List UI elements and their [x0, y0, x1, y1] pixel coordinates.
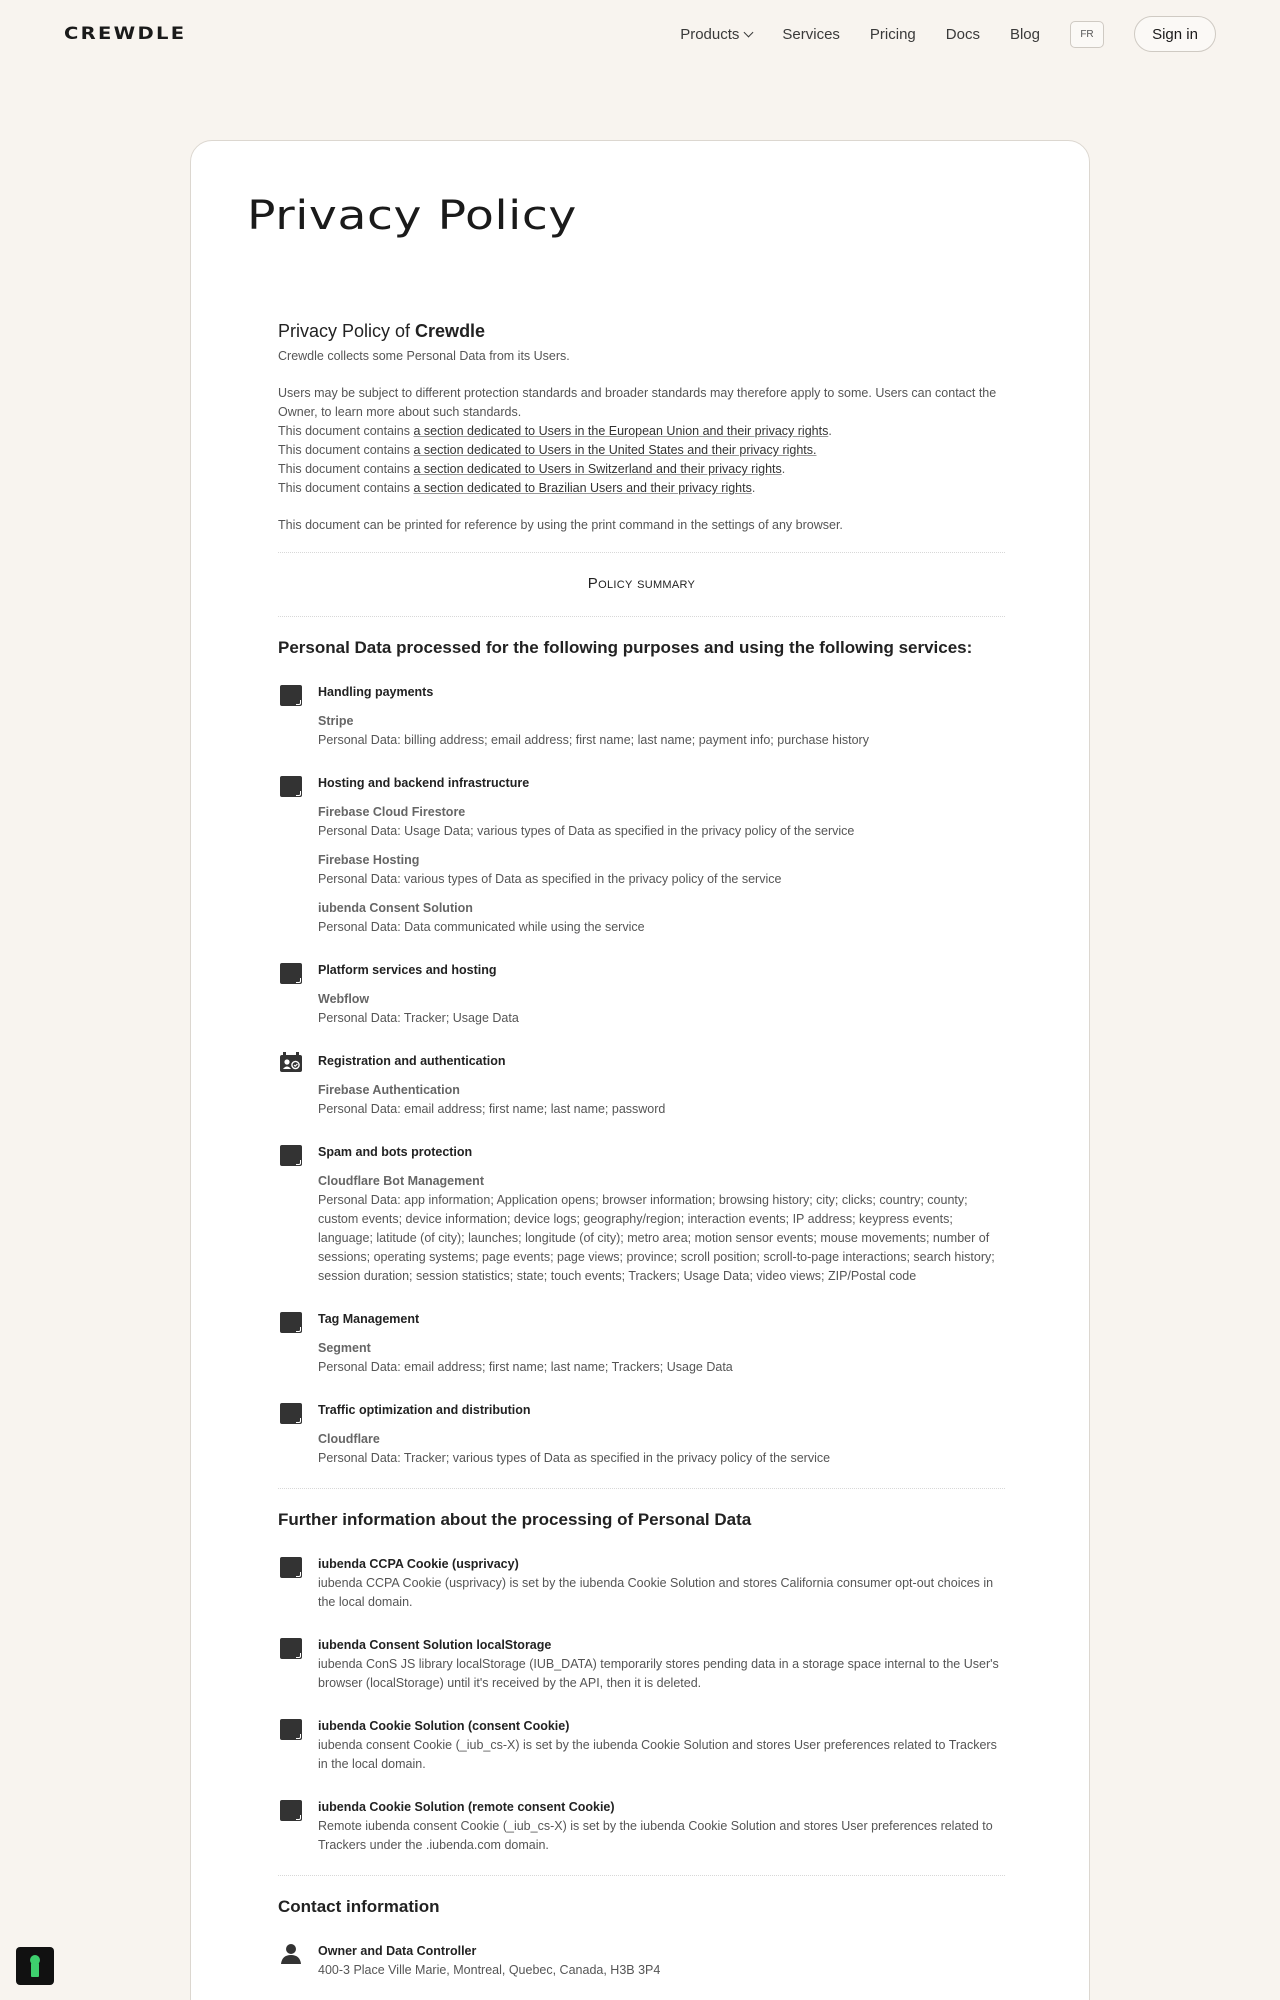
- cookie-icon: [280, 1557, 302, 1578]
- purpose-platform-hosting: [278, 961, 1005, 1028]
- further-consent-localstorage: [278, 1636, 1005, 1693]
- policy-of-heading: [278, 319, 1005, 343]
- link-suffix: .: [751, 481, 756, 495]
- contact-owner: [278, 1942, 1005, 1980]
- further-text: iubenda CCPA Cookie (usprivacy) is set by the iubenda Cookie Solution and stores California consumer opt-out choices in the local domain.: [318, 1576, 994, 1609]
- privacy-preferences-button[interactable]: [16, 1947, 54, 1985]
- nav-link-docs[interactable]: Docs: [945, 25, 980, 43]
- us-section-link[interactable]: a section dedicated to Users in the United States and their privacy rights.: [413, 443, 817, 457]
- purpose-handling-payments: [278, 683, 1005, 750]
- brazil-section-link[interactable]: a section dedicated to Brazilian Users and their privacy rights: [413, 481, 752, 495]
- nav-link-pricing[interactable]: Pricing: [869, 25, 916, 43]
- policy-card: [190, 140, 1090, 2000]
- crewdle-logo[interactable]: CREWDLE: [64, 24, 187, 44]
- person-icon: [280, 1942, 302, 1964]
- service-data: Personal Data: Tracker; Usage Data: [318, 1011, 519, 1025]
- nav-link-products[interactable]: [680, 26, 752, 43]
- service-data: Personal Data: Tracker; various types of Data as specified in the privacy policy of the service: [318, 1451, 831, 1465]
- service-data: Personal Data: various types of Data as specified in the privacy policy of the service: [318, 872, 782, 886]
- sign-in-button[interactable]: Sign in: [1134, 16, 1216, 52]
- server-icon: [280, 776, 302, 797]
- contact-heading: Contact information: [278, 1897, 440, 1916]
- contains-prefix: This document contains: [278, 424, 414, 438]
- contains-prefix: This document contains: [278, 462, 414, 476]
- collects-text: Crewdle collects some Personal Data from its Users.: [278, 349, 570, 363]
- policy-content: [278, 319, 1005, 1980]
- purpose-registration-auth: [278, 1052, 1005, 1119]
- contains-prefix: This document contains: [278, 481, 414, 495]
- purposes-heading: Personal Data processed for the following purposes and using the following services:: [278, 638, 973, 657]
- purpose-title: Handling payments: [318, 685, 434, 699]
- service-data: Personal Data: Data communicated while using the service: [318, 920, 645, 934]
- service-data: Personal Data: email address; first name; last name; Trackers; Usage Data: [318, 1360, 733, 1374]
- platform-icon: [280, 963, 302, 984]
- shield-icon: [280, 1145, 302, 1166]
- cookie-icon: [280, 1800, 302, 1821]
- further-ccpa-cookie: [278, 1555, 1005, 1612]
- keyhole-icon: [28, 1954, 42, 1978]
- service-name: Webflow: [318, 992, 370, 1006]
- id-badge-icon: [280, 1052, 302, 1074]
- cookie-icon: [280, 1638, 302, 1659]
- further-title: iubenda Cookie Solution (consent Cookie): [318, 1719, 570, 1733]
- nav-link-products-label: Products: [680, 25, 740, 43]
- credit-card-icon: [280, 685, 302, 706]
- nav-link-services[interactable]: Services: [782, 25, 840, 43]
- traffic-icon: [280, 1403, 302, 1424]
- service-name: Stripe: [318, 714, 354, 728]
- purpose-title: Traffic optimization and distribution: [318, 1403, 531, 1417]
- further-text: iubenda ConS JS library localStorage (IUB_DATA) temporarily stores pending data in a storage space internal to the User's browser (localStorage) until it's received by the API, then it is deleted.: [318, 1657, 999, 1690]
- further-text: Remote iubenda consent Cookie (_iub_cs-X) is set by the iubenda Cookie Solution and stores User preferences related to Trackers under the .iubenda.com domain.: [318, 1819, 993, 1852]
- further-consent-cookie: [278, 1717, 1005, 1774]
- service-name: Cloudflare Bot Management: [318, 1174, 484, 1188]
- chevron-down-icon: [744, 27, 754, 37]
- top-nav: [0, 0, 1280, 70]
- tag-icon: [280, 1312, 302, 1333]
- page-title: Privacy Policy: [247, 193, 577, 239]
- section-line-eu: [278, 422, 1005, 441]
- service-data: Personal Data: Usage Data; various types of Data as specified in the privacy policy of the service: [318, 824, 855, 838]
- further-title: iubenda Cookie Solution (remote consent Cookie): [318, 1800, 615, 1814]
- further-info-heading: Further information about the processing of Personal Data: [278, 1510, 752, 1529]
- purpose-traffic-optimization: [278, 1401, 1005, 1468]
- language-switch-button[interactable]: FR: [1070, 21, 1104, 48]
- contact-title: Owner and Data Controller: [318, 1944, 477, 1958]
- purpose-spam-bots: [278, 1143, 1005, 1286]
- service-name: Firebase Authentication: [318, 1083, 460, 1097]
- section-line-br: [278, 479, 1005, 498]
- purpose-title: Platform services and hosting: [318, 963, 497, 977]
- section-line-ch: [278, 460, 1005, 479]
- nav-links: [680, 16, 1216, 52]
- further-text: iubenda consent Cookie (_iub_cs-X) is set by the iubenda Cookie Solution and stores User preferences related to Trackers in the local domain.: [318, 1738, 997, 1771]
- link-suffix: .: [781, 462, 786, 476]
- service-data: Personal Data: email address; first name; last name; password: [318, 1102, 666, 1116]
- service-name: Firebase Hosting: [318, 853, 420, 867]
- policy-summary-title: Policy summary: [587, 575, 696, 592]
- policy-of-prefix: Privacy Policy of: [278, 321, 416, 341]
- service-name: Firebase Cloud Firestore: [318, 805, 466, 819]
- purpose-title: Tag Management: [318, 1312, 420, 1326]
- printed-text: This document can be printed for reference by using the print command in the settings of any browser.: [278, 518, 843, 532]
- purpose-hosting-backend: [278, 774, 1005, 937]
- service-data: Personal Data: app information; Application opens; browser information; browsing history; city; clicks; country; county; custom events; device information; device logs; geography/region; interaction events; IP address; keypress events; language; latitude (of city); launches; longitude (of city); metro area; motion sensor events; mouse movements; number of sessions; operating systems; page events; page views; province; scroll position; scroll-to-page interactions; search history; session duration; session statistics; state; touch events; Trackers; Usage Data; video views; ZIP/Postal code: [318, 1193, 995, 1283]
- further-title: iubenda Consent Solution localStorage: [318, 1638, 552, 1652]
- cookie-icon: [280, 1719, 302, 1740]
- standards-text: Users may be subject to different protection standards and broader standards may therefore apply to some. Users can contact the Owner, to learn more about such standards.: [278, 386, 997, 419]
- section-line-us: [278, 441, 1005, 460]
- purpose-tag-management: [278, 1310, 1005, 1377]
- link-suffix: .: [828, 424, 832, 438]
- purpose-title: Registration and authentication: [318, 1054, 506, 1068]
- further-remote-consent-cookie: [278, 1798, 1005, 1855]
- switzerland-section-link[interactable]: a section dedicated to Users in Switzerland and their privacy rights: [413, 462, 782, 476]
- contact-address: 400-3 Place Ville Marie, Montreal, Quebec, Canada, H3B 3P4: [318, 1963, 661, 1977]
- purpose-title: Hosting and backend infrastructure: [318, 776, 530, 790]
- service-name: Cloudflare: [318, 1432, 380, 1446]
- purpose-title: Spam and bots protection: [318, 1145, 473, 1159]
- company-name: Crewdle: [415, 321, 486, 341]
- eu-section-link[interactable]: a section dedicated to Users in the European Union and their privacy rights: [413, 424, 829, 438]
- service-data: Personal Data: billing address; email address; first name; last name; payment info; purchase history: [318, 733, 869, 747]
- contains-prefix: This document contains: [278, 443, 414, 457]
- service-name: iubenda Consent Solution: [318, 901, 473, 915]
- nav-link-blog[interactable]: Blog: [1009, 25, 1040, 43]
- further-title: iubenda CCPA Cookie (usprivacy): [318, 1557, 519, 1571]
- service-name: Segment: [318, 1341, 371, 1355]
